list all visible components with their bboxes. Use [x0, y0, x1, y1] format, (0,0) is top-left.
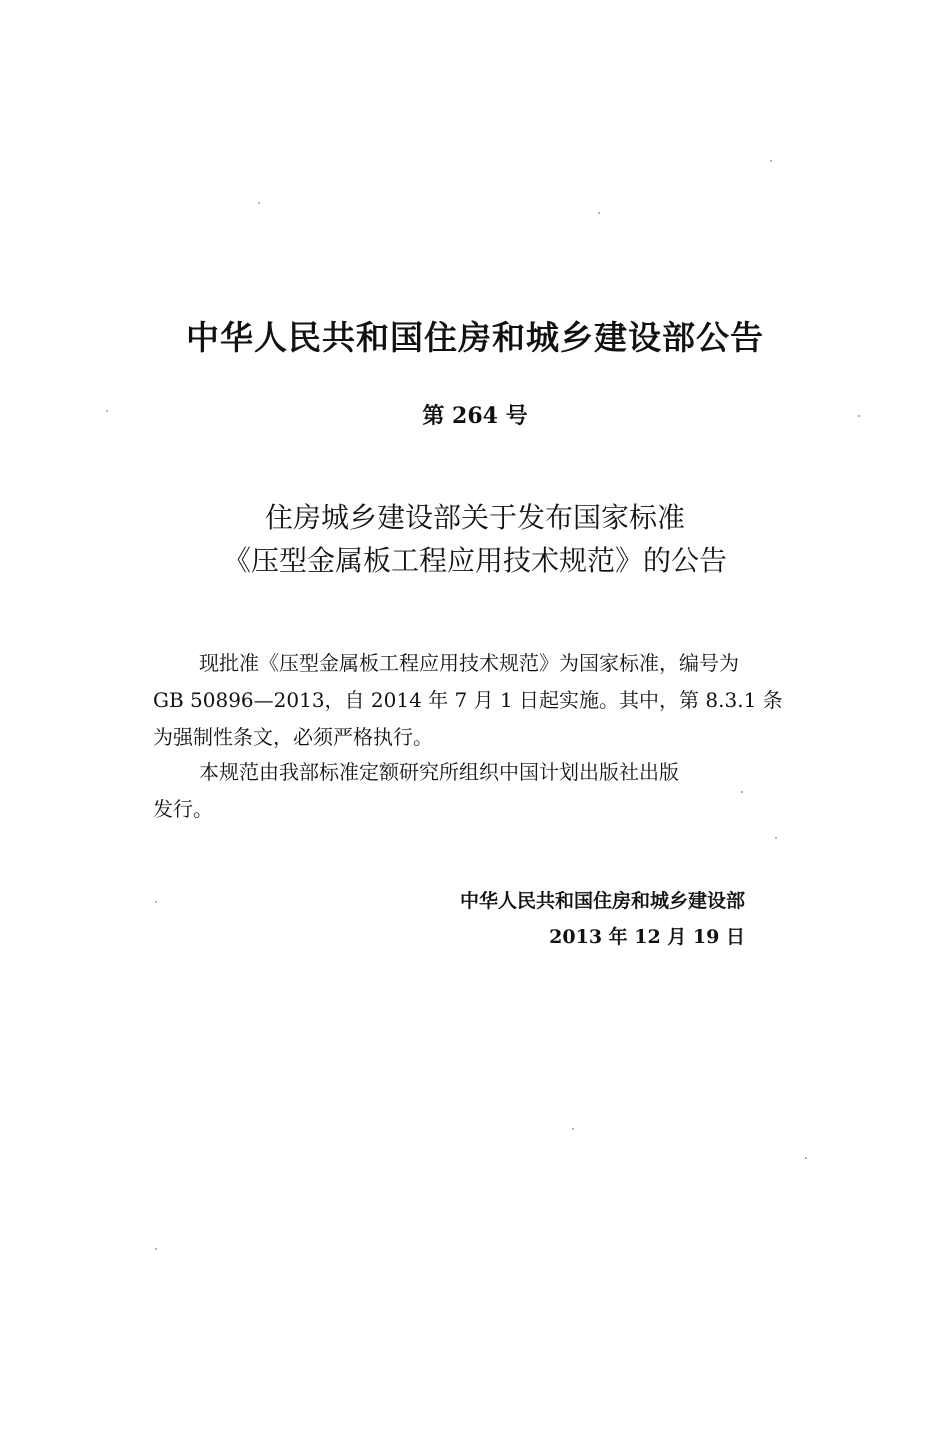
- announcement-number: 第 264 号: [422, 403, 528, 429]
- announcement-title: 中华人民共和国住房和城乡建设部公告: [186, 318, 764, 357]
- signature-date: 2013 年 12 月 19 日: [549, 926, 745, 948]
- scan-speck: [741, 791, 743, 793]
- paragraph-1-line-3: 为强制性条文，必须严格执行。: [153, 725, 433, 749]
- body-paragraph-1: [153, 645, 798, 756]
- scan-speck: [598, 212, 600, 214]
- announcement-subtitle-line-2: 《压型金属板工程应用技术规范》的公告: [222, 544, 727, 577]
- signature-organization: 中华人民共和国住房和城乡建设部: [459, 890, 745, 912]
- scan-speck: [258, 202, 260, 204]
- paragraph-1-line-1: 现批准《压型金属板工程应用技术规范》为国家标准，编号为: [199, 651, 739, 675]
- scan-speck: [106, 410, 108, 412]
- scan-speck: [770, 160, 772, 162]
- paragraph-2-line-2: 发行。: [153, 797, 213, 821]
- paragraph-2-line-1: 本规范由我部标准定额研究所组织中国计划出版社出版: [199, 760, 679, 784]
- announcement-subtitle-line-1: 住房城乡建设部关于发布国家标准: [264, 501, 685, 534]
- paragraph-1-line-2: GB 50896—2013，自 2014 年 7 月 1 日起实施。其中，第 8.3.1 条: [153, 688, 783, 712]
- scan-speck: [805, 1157, 807, 1159]
- body-paragraph-2: [153, 754, 798, 828]
- scan-speck: [155, 1248, 157, 1250]
- scan-speck: [155, 901, 157, 903]
- scan-speck: [775, 837, 777, 839]
- scan-speck: [572, 1128, 574, 1130]
- scan-speck: [858, 415, 860, 417]
